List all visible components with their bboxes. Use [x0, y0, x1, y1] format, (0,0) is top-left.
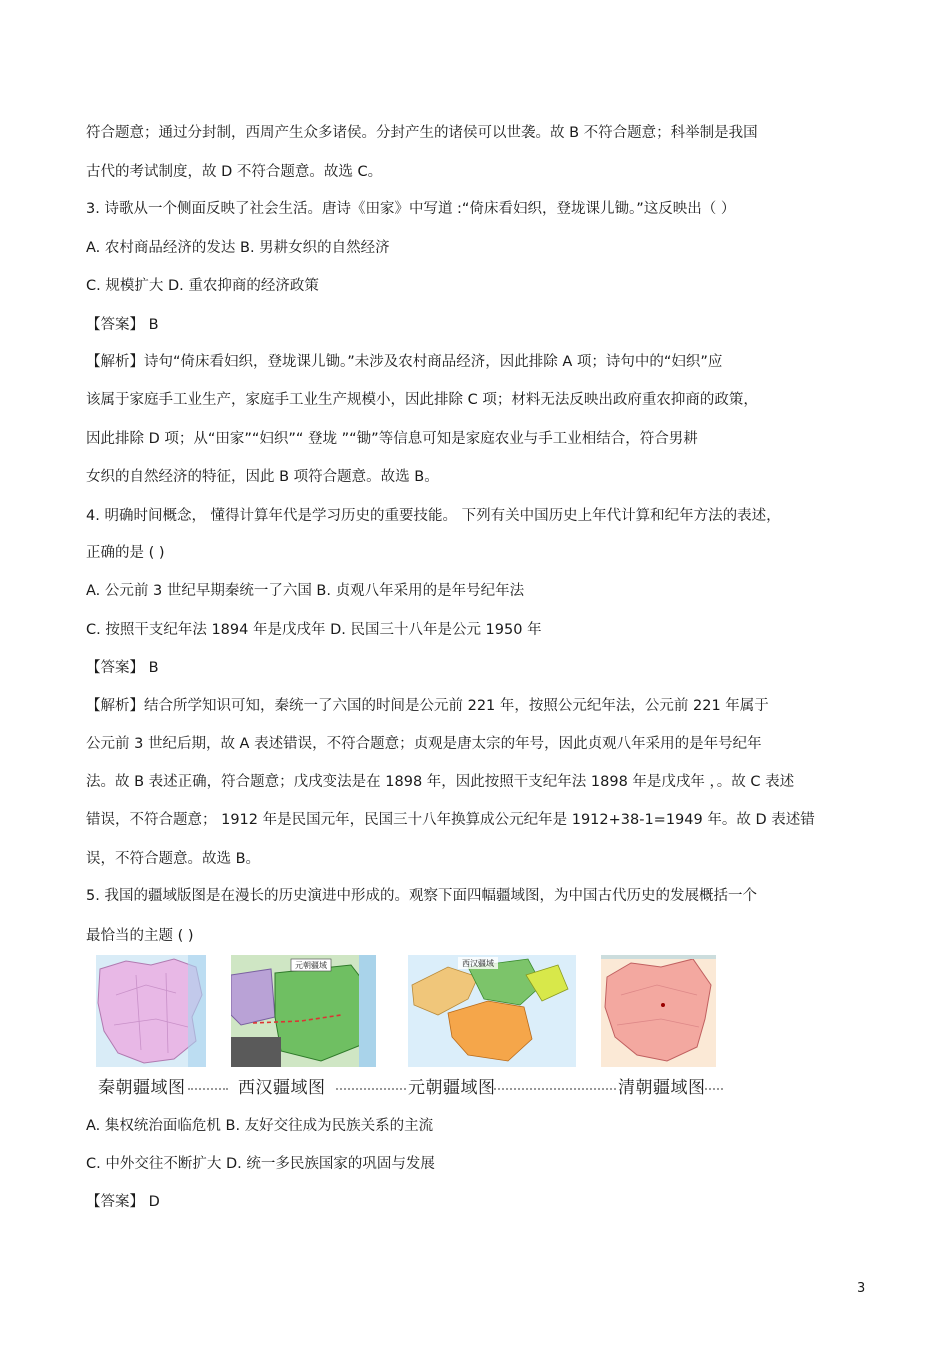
option-line: C. 规模扩大 D. 重农抑商的经济政策: [86, 278, 319, 294]
analysis-line: 错误，不符合题意； 1912 年是民国元年，民国三十八年换算成公元纪年是 1912+38-1=1949 年。故 D 表述错: [86, 812, 815, 828]
analysis-line: 该属于家庭手工业生产，家庭手工业生产规模小，因此排除 C 项；材料无法反映出政府重农抑商的政策，: [86, 392, 758, 408]
option-line: C. 按照干支纪年法 1894 年是戊戌年 D. 民国三十八年是公元 1950 年: [86, 622, 542, 638]
option-line: C. 中外交往不断扩大 D. 统一多民族国家的巩固与发展: [86, 1156, 435, 1172]
map-caption-western-han: 西汉疆域图: [238, 1078, 326, 1098]
yuan-map-image: [408, 955, 576, 1067]
qing-map-image: [601, 955, 716, 1067]
question-5: 5. 我国的疆域版图是在漫长的历史演进中形成的。观察下面四幅疆域图，为中国古代历史的发展概括一个: [86, 888, 757, 904]
analysis-line: 因此排除 D 项；从“田家”“妇织”“ 登垅 ”“锄”等信息可知是家庭农业与手工业相结合，符合男耕: [86, 431, 698, 447]
analysis-line: 误，不符合题意。故选 B。: [86, 851, 261, 867]
option-line: A. 农村商品经济的发达 B. 男耕女织的自然经济: [86, 240, 390, 256]
analysis-line: 【解析】结合所学知识可知，秦统一了六国的时间是公元前 221 年，按照公元纪年法，公元前 221 年属于: [86, 698, 769, 714]
territory-maps: [96, 955, 736, 1105]
timeline-dotted-line: [336, 1088, 406, 1090]
answer-label: 【答案】 B: [86, 317, 159, 333]
map-caption-qing: 清朝疆域图: [618, 1078, 706, 1098]
question-3: 3. 诗歌从一个侧面反映了社会生活。唐诗《田家》中写道 :“倚床看妇织，登垅课儿锄。”这反映出（ ）: [86, 201, 736, 217]
qin-map-image: [96, 955, 206, 1067]
text-line: 古代的考试制度，故 D 不符合题意。故选 C。: [86, 164, 383, 180]
map-inset-title: 西汉疆域: [462, 959, 494, 968]
text-line: 最恰当的主题 ( ): [86, 928, 194, 944]
analysis-line: 法。故 B 表述正确，符合题意；戊戌变法是在 1898 年，因此按照干支纪年法 1898 年是戊戌年 ，。故 C 表述: [86, 774, 795, 790]
map-inset-title: 元朝疆域: [295, 961, 327, 970]
answer-label: 【答案】 D: [86, 1194, 160, 1210]
text-line: 正确的是 ( ): [86, 545, 165, 561]
timeline-dotted-line: [494, 1088, 616, 1090]
map-caption-qin: 秦朝疆域图: [98, 1078, 186, 1098]
question-4: 4. 明确时间概念， 懂得计算年代是学习历史的重要技能。 下列有关中国历史上年代计算和纪年方法的表述，: [86, 508, 781, 524]
option-line: A. 集权统治面临危机 B. 友好交往成为民族关系的主流: [86, 1118, 434, 1134]
page-number: 3: [857, 1281, 866, 1296]
analysis-line: 女织的自然经济的特征，因此 B 项符合题意。故选 B。: [86, 469, 439, 485]
western-han-map-image: [231, 955, 376, 1067]
option-line: A. 公元前 3 世纪早期秦统一了六国 B. 贞观八年采用的是年号纪年法: [86, 583, 525, 599]
answer-label: 【答案】 B: [86, 660, 159, 676]
text-line: 符合题意；通过分封制，西周产生众多诸侯。分封产生的诸侯可以世袭。故 B 不符合题意；科举制是我国: [86, 125, 758, 141]
map-caption-yuan: 元朝疆域图: [408, 1078, 496, 1098]
analysis-line: 【解析】诗句“倚床看妇织，登垅课儿锄。”未涉及农村商品经济，因此排除 A 项；诗句中的“妇织”应: [86, 354, 723, 370]
analysis-line: 公元前 3 世纪后期，故 A 表述错误，不符合题意；贞观是唐太宗的年号，因此贞观八年采用的是年号纪年: [86, 736, 762, 752]
timeline-dotted-line: [188, 1088, 228, 1090]
